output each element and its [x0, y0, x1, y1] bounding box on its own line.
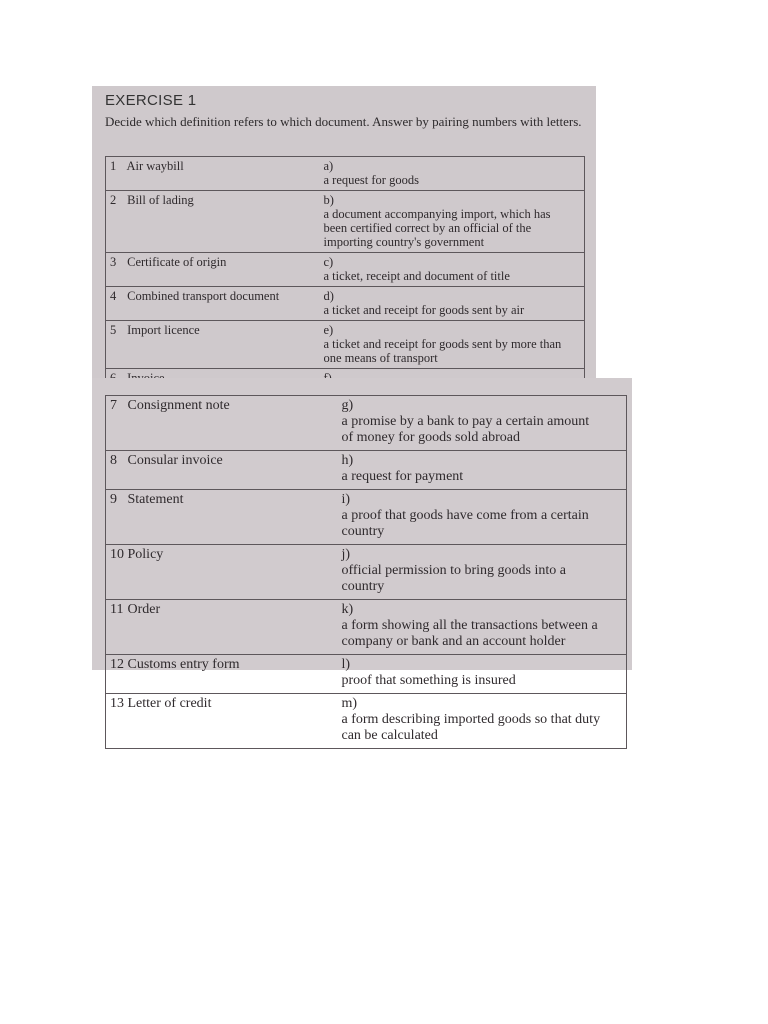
- matching-table-bottom: [105, 395, 627, 749]
- exercise-instruction: Decide which definition refers to which document. Answer by pairing numbers with letters.: [105, 114, 582, 129]
- definition-cell: [338, 451, 627, 490]
- definition-letter: c): [323, 255, 334, 269]
- exercise-title: EXERCISE 1: [105, 92, 197, 109]
- document-number: 11: [110, 602, 124, 617]
- document-number: 1: [110, 159, 117, 173]
- definition-text: a ticket, receipt and document of title: [323, 269, 510, 283]
- document-cell: [106, 157, 320, 191]
- document-number: 3: [110, 255, 117, 269]
- definition-cell: [320, 321, 585, 369]
- definition-text: a form showing all the transactions between a company or bank and an account holder: [341, 618, 598, 649]
- table-row: [106, 253, 585, 287]
- definition-cell: [320, 191, 585, 253]
- document-number: 10: [110, 547, 124, 562]
- document-name: Letter of credit: [127, 696, 212, 711]
- document-cell: [106, 287, 320, 321]
- definition-cell: [320, 253, 585, 287]
- definition-letter: l): [341, 657, 351, 672]
- definition-letter: h): [341, 453, 354, 468]
- definition-cell: [320, 157, 585, 191]
- document-number: 2: [110, 193, 117, 207]
- definition-cell: [320, 287, 585, 321]
- document-cell: [106, 600, 338, 655]
- definition-cell: [338, 655, 627, 694]
- definition-text: proof that something is insured: [341, 673, 516, 688]
- definition-cell: [338, 490, 627, 545]
- document-name: Statement: [127, 492, 184, 507]
- definition-letter: j): [341, 547, 351, 562]
- definition-letter: b): [323, 193, 334, 207]
- document-name: Consignment note: [127, 398, 230, 413]
- document-cell: [106, 191, 320, 253]
- document-cell: [106, 655, 338, 694]
- definition-cell: [338, 600, 627, 655]
- table-row: [106, 655, 627, 694]
- document-number: 4: [110, 289, 117, 303]
- definition-text: a proof that goods have come from a certain country: [341, 508, 589, 539]
- document-name: Policy: [127, 547, 164, 562]
- table-row: [106, 287, 585, 321]
- table-row: [106, 545, 627, 600]
- document-cell: [106, 253, 320, 287]
- table-row: [106, 451, 627, 490]
- definition-text: a document accompanying import, which has been certified correct by an official of the importing country's government: [323, 207, 551, 249]
- document-cell: [106, 396, 338, 451]
- table-row: [106, 600, 627, 655]
- definition-letter: i): [341, 492, 351, 507]
- definition-text: a request for goods: [323, 173, 419, 187]
- table-row: [106, 490, 627, 545]
- definition-text: a request for payment: [341, 469, 464, 484]
- definition-cell: [338, 545, 627, 600]
- document-cell: [106, 545, 338, 600]
- document-name: Import licence: [127, 323, 200, 337]
- document-cell: [106, 321, 320, 369]
- definition-letter: e): [323, 323, 334, 337]
- definition-letter: g): [341, 398, 354, 413]
- document-cell: [106, 451, 338, 490]
- definition-cell: [338, 396, 627, 451]
- definition-letter: d): [323, 289, 334, 303]
- document-name: Order: [127, 602, 161, 617]
- document-name: Certificate of origin: [127, 255, 227, 269]
- definition-letter: a): [323, 159, 334, 173]
- document-cell: [106, 490, 338, 545]
- document-number: 9: [110, 492, 117, 507]
- definition-text: a ticket and receipt for goods sent by air: [323, 303, 525, 317]
- table-row: [106, 191, 585, 253]
- document-name: Customs entry form: [127, 657, 240, 672]
- table-row: [106, 694, 627, 749]
- definition-text: a ticket and receipt for goods sent by more than one means of transport: [323, 337, 562, 365]
- document-number: 13: [110, 696, 124, 711]
- exercise-photo-bottom: [92, 378, 632, 743]
- definition-text: a form describing imported goods so that duty can be calculated: [341, 712, 601, 743]
- exercise-photo-top: [92, 86, 596, 378]
- document-name: Bill of lading: [127, 193, 194, 207]
- document-number: 7: [110, 398, 117, 413]
- definition-text: official permission to bring goods into a country: [341, 563, 566, 594]
- definition-text: a promise by a bank to pay a certain amount of money for goods sold abroad: [341, 414, 590, 445]
- definition-letter: m): [341, 696, 358, 711]
- document-number: 8: [110, 453, 117, 468]
- document-cell: [106, 694, 338, 749]
- matching-table-top: [105, 156, 585, 403]
- document-number: 12: [110, 657, 124, 672]
- document-number: 5: [110, 323, 117, 337]
- table-row: [106, 157, 585, 191]
- document-name: Combined transport document: [127, 289, 280, 303]
- table-row: [106, 321, 585, 369]
- definition-letter: k): [341, 602, 354, 617]
- document-name: Air waybill: [126, 159, 184, 173]
- table-row: [106, 396, 627, 451]
- document-name: Consular invoice: [127, 453, 223, 468]
- definition-cell: [338, 694, 627, 749]
